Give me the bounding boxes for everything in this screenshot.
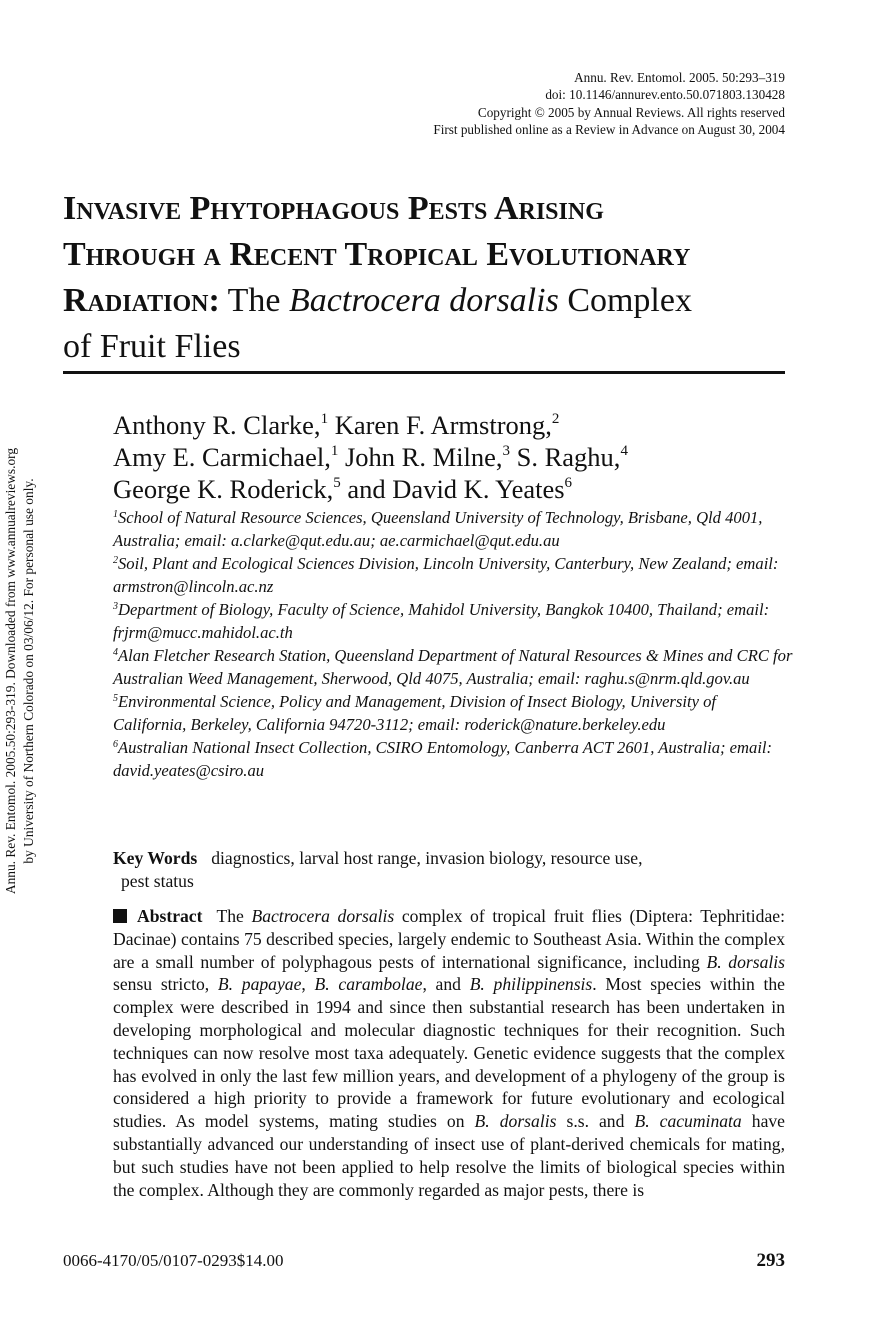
title-line-3-plain: The	[219, 282, 290, 319]
author-affiliation-mark: 2	[551, 411, 560, 427]
affiliation-text: School of Natural Resource Sciences, Queensland University of Technology, Brisbane, Qld 4001, Australia; email: a.clarke@qut.edu.au; ae.carmichael@qut.edu.au	[113, 508, 763, 550]
affiliation-text: Australian National Insect Collection, CSIRO Entomology, Canberra ACT 2601, Australia; email: david.yeates@csiro.au	[113, 738, 773, 780]
download-note-line-1: Annu. Rev. Entomol. 2005.50:293-319. Downloaded from www.annualreviews.org	[3, 447, 18, 895]
author-name: George K. Roderick,	[113, 474, 334, 504]
journal-citation: Annu. Rev. Entomol. 2005. 50:293–319	[574, 70, 785, 85]
download-note	[2, 391, 37, 951]
title-line-3-smallcaps: Radiation:	[63, 282, 220, 319]
abstract-text: sensu stricto,	[113, 974, 218, 995]
affiliation-mark: 5	[113, 693, 118, 704]
affiliation-item	[113, 644, 793, 690]
title-species: Bactrocera dorsalis	[289, 282, 559, 319]
keywords-line-1: diagnostics, larval host range, invasion biology, resource use,	[211, 848, 643, 868]
abstract-label: Abstract	[137, 906, 203, 926]
species-name: B. papayae	[217, 974, 302, 995]
title-line-4: of Fruit Flies	[63, 328, 241, 365]
author-name: and David K. Yeates	[340, 474, 565, 504]
species-name: B. dorsalis	[706, 951, 785, 972]
abstract-text: s.s. and	[556, 1111, 635, 1132]
species-name: B. dorsalis	[474, 1111, 557, 1132]
affiliation-item	[113, 690, 793, 736]
abstract-text: The	[216, 906, 252, 926]
affiliation-text: Environmental Science, Policy and Management, Division of Insect Biology, University of California, Berkeley, California 94720-3112; email: roderick@nature.berkeley.edu	[113, 692, 716, 734]
keywords-line-2: pest status	[121, 871, 194, 891]
affiliation-mark: 4	[113, 647, 118, 658]
journal-copyright: Copyright © 2005 by Annual Reviews. All rights reserved	[477, 104, 785, 120]
author-name: Karen F. Armstrong,	[328, 410, 552, 440]
affiliation-list	[113, 506, 793, 782]
abstract-section	[113, 905, 785, 1201]
species-name: B. philippinensis	[469, 974, 593, 995]
abstract-text: have substantially advanced our understanding of insect use of plant-derived chemicals for mating, but such studies have not been applied to help resolve the limits of biological species within the complex. Although they are commonly regarded as major pests, there is	[113, 1111, 785, 1200]
download-note-line-2: by University of Northern Colorado on 03/06/12. For personal use only.	[20, 478, 36, 864]
journal-doi: doi: 10.1146/annurev.ento.50.071803.130428	[545, 87, 785, 103]
journal-published: First published online as a Review in Advance on August 30, 2004	[433, 121, 785, 137]
affiliation-item	[113, 598, 793, 644]
title-rule	[63, 371, 785, 374]
affiliation-item	[113, 736, 793, 782]
species-name: B. cacuminata	[634, 1111, 742, 1132]
affiliation-mark: 3	[113, 601, 118, 612]
author-name: Anthony R. Clarke,	[113, 410, 321, 440]
black-square-icon	[113, 909, 127, 923]
author-affiliation-mark: 4	[620, 443, 628, 459]
abstract-text: complex of tropical fruit flies (Diptera: Tephritidae: Dacinae) contains 75 described species, largely endemic to Southeast Asia. Within the complex are a small number of polyphagous pests of international significance, including	[113, 906, 785, 972]
keywords-label: Key Words	[113, 848, 198, 868]
author-affiliation-mark: 6	[564, 475, 573, 491]
affiliation-mark: 1	[113, 509, 118, 520]
title-line-1: Invasive Phytophagous Pests Arising	[63, 190, 604, 227]
author-name: John R. Milne,	[338, 442, 503, 472]
species-name: Bactrocera dorsalis	[251, 906, 395, 926]
affiliation-text: Alan Fletcher Research Station, Queensland Department of Natural Resources & Mines and CRC for Australian Weed Management, Sherwood, Qld 4075, Australia; email: raghu.s@nrm.qld.gov.au	[113, 646, 793, 688]
affiliation-text: Soil, Plant and Ecological Sciences Division, Lincoln University, Canterbury, New Zealand; email: armstron@lincoln.ac.nz	[113, 554, 779, 596]
author-name: Amy E. Carmichael,	[113, 442, 331, 472]
author-affiliation-mark: 1	[320, 411, 329, 427]
affiliation-text: Department of Biology, Faculty of Science, Mahidol University, Bangkok 10400, Thailand; email: frjrm@mucc.mahidol.ac.th	[113, 600, 770, 642]
abstract-text: . Most species within the complex were described in 1994 and since then substantial research has been undertaken in developing morphological and molecular diagnostic techniques for their recognition. Such techniques can now resolve most taxa adequately. Genetic evidence suggests that the complex has evolved in only the last few million years, and development of a phylogeny of the group is considered a high priority to provide a framework for future evolutionary and ecological studies. As model systems, mating studies on	[113, 974, 785, 1132]
author-list	[113, 409, 793, 505]
title-line-3-end: Complex	[558, 282, 692, 319]
paper-title	[63, 186, 793, 370]
abstract-text: , and	[422, 974, 470, 995]
author-affiliation-mark: 3	[502, 443, 510, 459]
footer-issn: 0066-4170/05/0107-0293$14.00	[63, 1251, 284, 1270]
species-name: B. carambolae	[314, 974, 423, 995]
page-number: 293	[756, 1250, 785, 1271]
keywords-section	[113, 847, 793, 893]
title-line-2: Through a Recent Tropical Evolutionary	[63, 236, 691, 273]
author-affiliation-mark: 5	[333, 475, 341, 491]
abstract-text: ,	[301, 974, 315, 995]
journal-info	[325, 69, 785, 138]
affiliation-mark: 6	[113, 739, 118, 750]
author-name: S. Raghu,	[510, 442, 621, 472]
author-affiliation-mark: 1	[330, 443, 339, 459]
affiliation-item	[113, 552, 793, 598]
affiliation-item	[113, 506, 793, 552]
affiliation-mark: 2	[113, 555, 118, 566]
